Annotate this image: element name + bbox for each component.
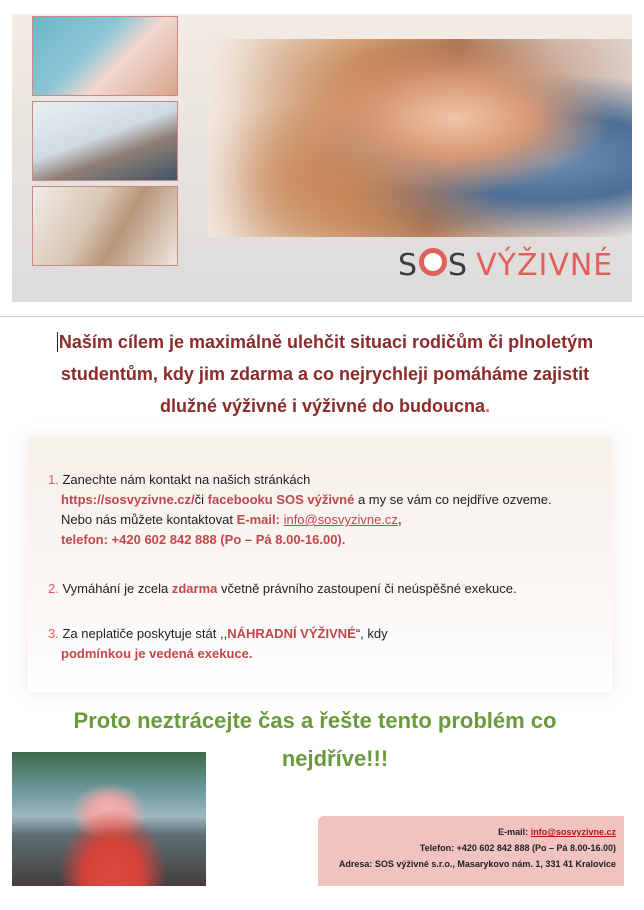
headline-dot: . [485, 396, 491, 416]
website-link[interactable]: https://sosvyzivne.cz/ [61, 492, 195, 507]
item-text: či [194, 492, 205, 507]
comma: , [397, 512, 402, 527]
email-label: E-mail: [236, 512, 280, 527]
hero-photo-mother-daughter [208, 39, 632, 237]
logo-s-left: S [398, 248, 419, 283]
list-item-1 [48, 470, 552, 550]
divider [0, 316, 644, 317]
contact-email-label: E-mail: [498, 827, 529, 837]
text-cursor [57, 332, 58, 352]
item-text: Vymáhání je zcela [62, 581, 169, 596]
thumbnail-photo-2 [32, 101, 178, 181]
item-text: a my se vám co nejdříve ozveme. [357, 492, 552, 507]
phone-text: telefon: +420 602 842 888 (Po – Pá 8.00-16.00). [61, 532, 346, 547]
list-item-3 [48, 624, 388, 664]
thumbnail-photo-3 [32, 186, 178, 266]
info-box [28, 438, 612, 692]
contact-address: Adresa: SOS výživné s.r.o., Masarykovo nám. 1, 331 41 Kralovice [338, 859, 616, 869]
item-text: Nebo nás můžete kontaktovat [61, 512, 237, 527]
item-number: 1. [48, 472, 59, 487]
contact-phone: Telefon: +420 602 842 888 (Po – Pá 8.00-16.00) [419, 843, 616, 853]
headline-line-3: dlužné výživné i výživné do budoucna [159, 396, 486, 416]
headline [30, 326, 620, 422]
headline-line-1: Naším cílem je maximálně ulehčit situaci rodičům či plnoletým [58, 332, 594, 352]
facebook-link[interactable]: facebooku SOS výživné [207, 492, 355, 507]
item-number: 2. [48, 581, 59, 596]
slogan-line-1: Proto neztrácejte čas a řešte tento problém co [73, 708, 557, 733]
item-line [48, 510, 552, 530]
item-text: včetně právního zastoupení či neúspěšné exekuce. [221, 581, 517, 596]
headline-line-2: studentům, kdy jim zdarma a co nejrychleji pomáháme zajistit [60, 364, 590, 384]
contact-email-row [318, 824, 616, 840]
child-lifebuoy-photo [12, 752, 206, 886]
item-line [48, 490, 552, 510]
item-text: “, kdy [355, 626, 388, 641]
brand-logo [398, 248, 613, 283]
item-number: 3. [48, 626, 59, 641]
email-link[interactable]: info@sosvyzivne.cz [283, 512, 398, 527]
list-item-2 [48, 579, 517, 599]
hero-banner [12, 14, 632, 302]
contact-email-link[interactable]: info@sosvyzivne.cz [530, 827, 616, 837]
logo-s-right: S [448, 248, 469, 283]
slogan-line-2: nejdříve!!! [281, 746, 389, 771]
highlight-free: zdarma [171, 581, 218, 596]
highlight-substitute: NÁHRADNÍ VÝŽIVNÉ [227, 626, 356, 641]
item-condition: podmínkou je vedená exekuce. [61, 646, 253, 661]
lifebuoy-icon [419, 248, 447, 276]
item-text: Zanechte nám kontakt na našich stránkách [62, 472, 311, 487]
contact-box [318, 816, 624, 886]
item-text: Za neplatiče poskytuje stát ,, [62, 626, 228, 641]
thumbnail-photo-1 [32, 16, 178, 96]
logo-name: VÝŽIVNÉ [476, 248, 614, 283]
